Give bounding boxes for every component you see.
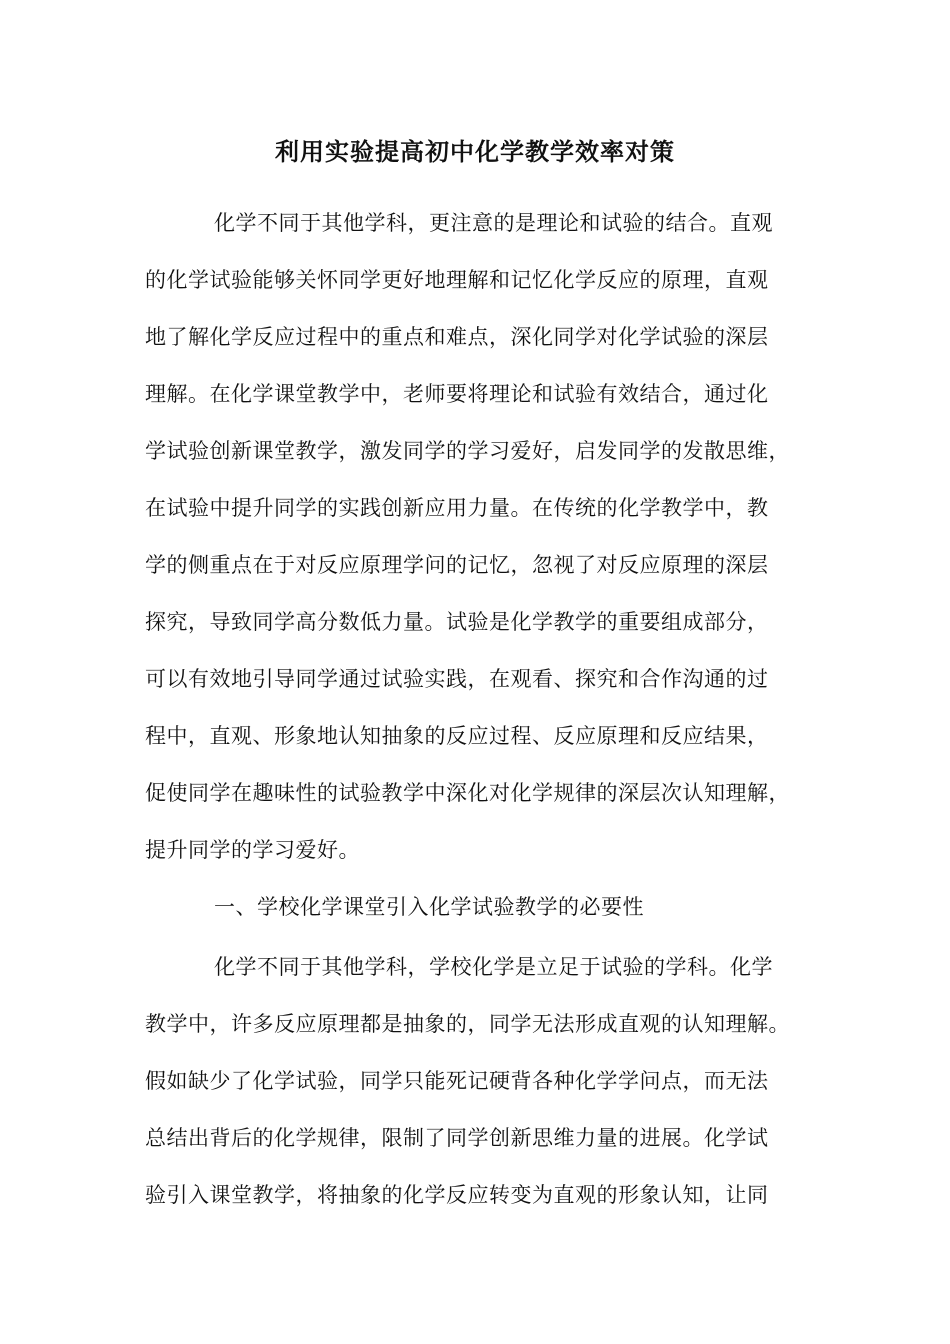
paragraph-line: 的化学试验能够关怀同学更好地理解和记忆化学反应的原理，直观 — [145, 268, 769, 292]
paragraph-line: 可以有效地引导同学通过试验实践，在观看、探究和合作沟通的过 — [145, 667, 769, 691]
paragraph-line: 程中，直观、形象地认知抽象的反应过程、反应原理和反应结果， — [145, 724, 769, 748]
paragraph-line: 提升同学的学习爱好。 — [145, 838, 360, 862]
document-title: 利用实验提高初中化学教学效率对策 — [275, 137, 675, 166]
paragraph-line: 学试验创新课堂教学，激发同学的学习爱好，启发同学的发散思维， — [145, 439, 790, 463]
paragraph-line: 化学不同于其他学科，更注意的是理论和试验的结合。直观 — [214, 211, 773, 235]
paragraph-line: 在试验中提升同学的实践创新应用力量。在传统的化学教学中，教 — [145, 496, 769, 520]
paragraph-line: 总结出背后的化学规律，限制了同学创新思维力量的进展。化学试 — [145, 1126, 769, 1150]
paragraph-line: 假如缺少了化学试验，同学只能死记硬背各种化学学问点，而无法 — [145, 1069, 769, 1093]
paragraph-line: 教学中，许多反应原理都是抽象的，同学无法形成直观的认知理解。 — [145, 1012, 790, 1036]
section-heading: 一、学校化学课堂引入化学试验教学的必要性 — [214, 895, 644, 919]
paragraph-line: 促使同学在趣味性的试验教学中深化对化学规律的深层次认知理解， — [145, 781, 790, 805]
paragraph-line: 理解。在化学课堂教学中，老师要将理论和试验有效结合，通过化 — [145, 382, 769, 406]
paragraph-line: 学的侧重点在于对反应原理学问的记忆，忽视了对反应原理的深层 — [145, 553, 769, 577]
paragraph-line: 地了解化学反应过程中的重点和难点，深化同学对化学试验的深层 — [145, 325, 769, 349]
paragraph-line: 探究，导致同学高分数低力量。试验是化学教学的重要组成部分， — [145, 610, 769, 634]
paragraph-line: 化学不同于其他学科，学校化学是立足于试验的学科。化学 — [214, 955, 773, 979]
paragraph-line: 验引入课堂教学，将抽象的化学反应转变为直观的形象认知，让同 — [145, 1183, 769, 1207]
